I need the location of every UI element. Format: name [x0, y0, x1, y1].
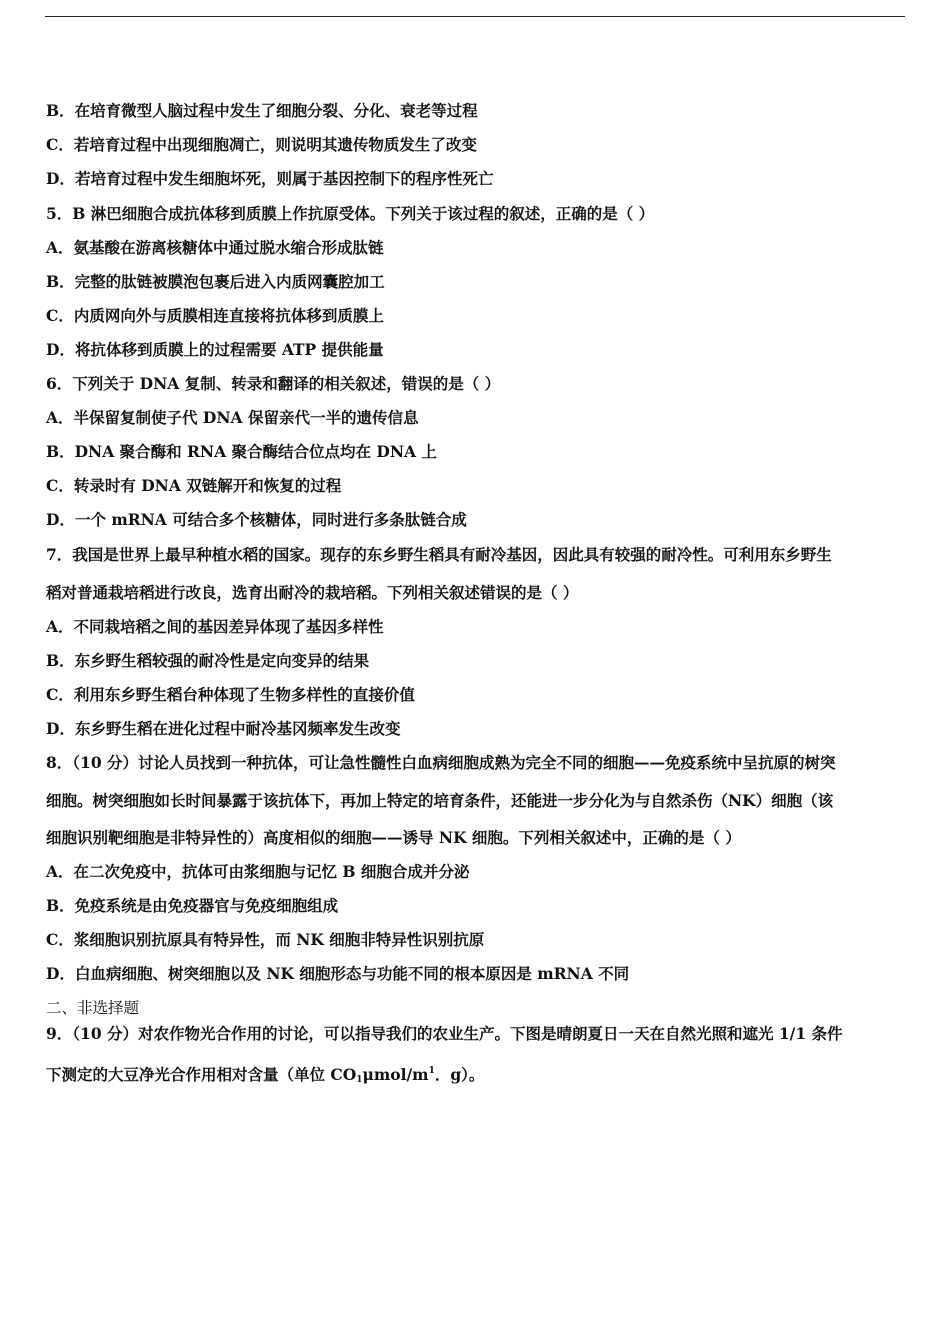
option-b-q7: B．东乡野生稻较强的耐冷性是定向变异的结果 [46, 651, 370, 670]
section-heading-non-choice: 二、非选择题 [46, 999, 140, 1017]
question-9-stem-line1: 9．（10 分）对农作物光合作用的讨论，可以指导我们的农业生产。下图是晴朗夏日一天在自然光照和遮光 1/1 条件 [46, 1024, 843, 1043]
option-b-q5: B．完整的肽链被膜泡包裹后进入内质网囊腔加工 [46, 272, 385, 291]
option-b-q8: B．免疫系统是由免疫器官与免疫细胞组成 [46, 896, 339, 915]
q9-text-prefix: 下测定的大豆净光合作用相对含量（单位 CO [46, 1065, 357, 1084]
question-8-stem-line3: 细胞识别靶细胞是非特异性的）高度相似的细胞——诱导 NK 细胞。下列相关叙述中，正确的是（ ） [46, 828, 741, 847]
option-b-q4: B．在培育微型人脑过程中发生了细胞分裂、分化、衰老等过程 [46, 101, 478, 120]
question-9-stem-line2 [46, 1061, 906, 1090]
question-7-stem-line2: 稻对普通栽培稻进行改良，选育出耐冷的栽培稻。下列相关叙述错误的是（ ） [46, 583, 579, 602]
q9-unit-text: μmol/m [362, 1065, 429, 1084]
option-a-q6: A．半保留复制使子代 DNA 保留亲代一半的遗传信息 [46, 408, 419, 427]
q9-text-suffix: ．g）。 [434, 1065, 485, 1084]
option-c-q6: C．转录时有 DNA 双链解开和恢复的过程 [46, 476, 342, 495]
option-c-q8: C．浆细胞识别抗原具有特异性，而 NK 细胞非特异性识别抗原 [46, 930, 485, 949]
option-c-q5: C．内质网向外与质膜相连直接将抗体移到质膜上 [46, 306, 384, 325]
option-d-q7: D．东乡野生稻在进化过程中耐冷基冈频率发生改变 [46, 719, 401, 738]
question-8-stem-line1: 8．（10 分）讨论人员找到一种抗体，可让急性髓性白血病细胞成熟为完全不同的细胞——免疫系统中呈抗原的树突 [46, 753, 836, 772]
q9-subscript: 1 [356, 1075, 363, 1085]
option-d-q5: D．将抗体移到质膜上的过程需要 ATP 提供能量 [46, 340, 384, 359]
option-c-q4: C．若培育过程中出现细胞凋亡，则说明其遗传物质发生了改变 [46, 135, 477, 154]
q9-superscript: 1 [428, 1066, 435, 1076]
option-c-q7: C．利用东乡野生稻台种体现了生物多样性的直接价值 [46, 685, 415, 704]
option-a-q7: A．不同栽培稻之间的基因差异体现了基因多样性 [46, 617, 384, 636]
question-5-stem: 5．B 淋巴细胞合成抗体移到质膜上作抗原受体。下列关于该过程的叙述，正确的是（ ） [46, 204, 655, 223]
header-rule [45, 16, 905, 17]
option-b-q6: B．DNA 聚合酶和 RNA 聚合酶结合位点均在 DNA 上 [46, 442, 437, 461]
question-6-stem: 6．下列关于 DNA 复制、转录和翻译的相关叙述，错误的是（ ） [46, 374, 501, 393]
option-a-q8: A．在二次免疫中，抗体可由浆细胞与记忆 B 细胞合成并分泌 [46, 862, 470, 881]
option-d-q8: D．白血病细胞、树突细胞以及 NK 细胞形态与功能不同的根本原因是 mRNA 不同 [46, 964, 630, 983]
option-d-q6: D．一个 mRNA 可结合多个核糖体，同时进行多条肽链合成 [46, 510, 467, 529]
question-7-stem-line1: 7．我国是世界上最早种植水稻的国家。现存的东乡野生稻具有耐冷基因，因此具有较强的耐冷性。可利用东乡野生 [46, 545, 832, 564]
question-8-stem-line2: 细胞。树突细胞如长时间暴露于该抗体下，再加上特定的培育条件，还能进一步分化为与自然杀伤（NK）细胞（该 [46, 791, 834, 810]
option-d-q4: D．若培育过程中发生细胞坏死，则属于基因控制下的程序性死亡 [46, 169, 494, 188]
option-a-q5: A．氨基酸在游离核糖体中通过脱水缩合形成肽链 [46, 238, 384, 257]
